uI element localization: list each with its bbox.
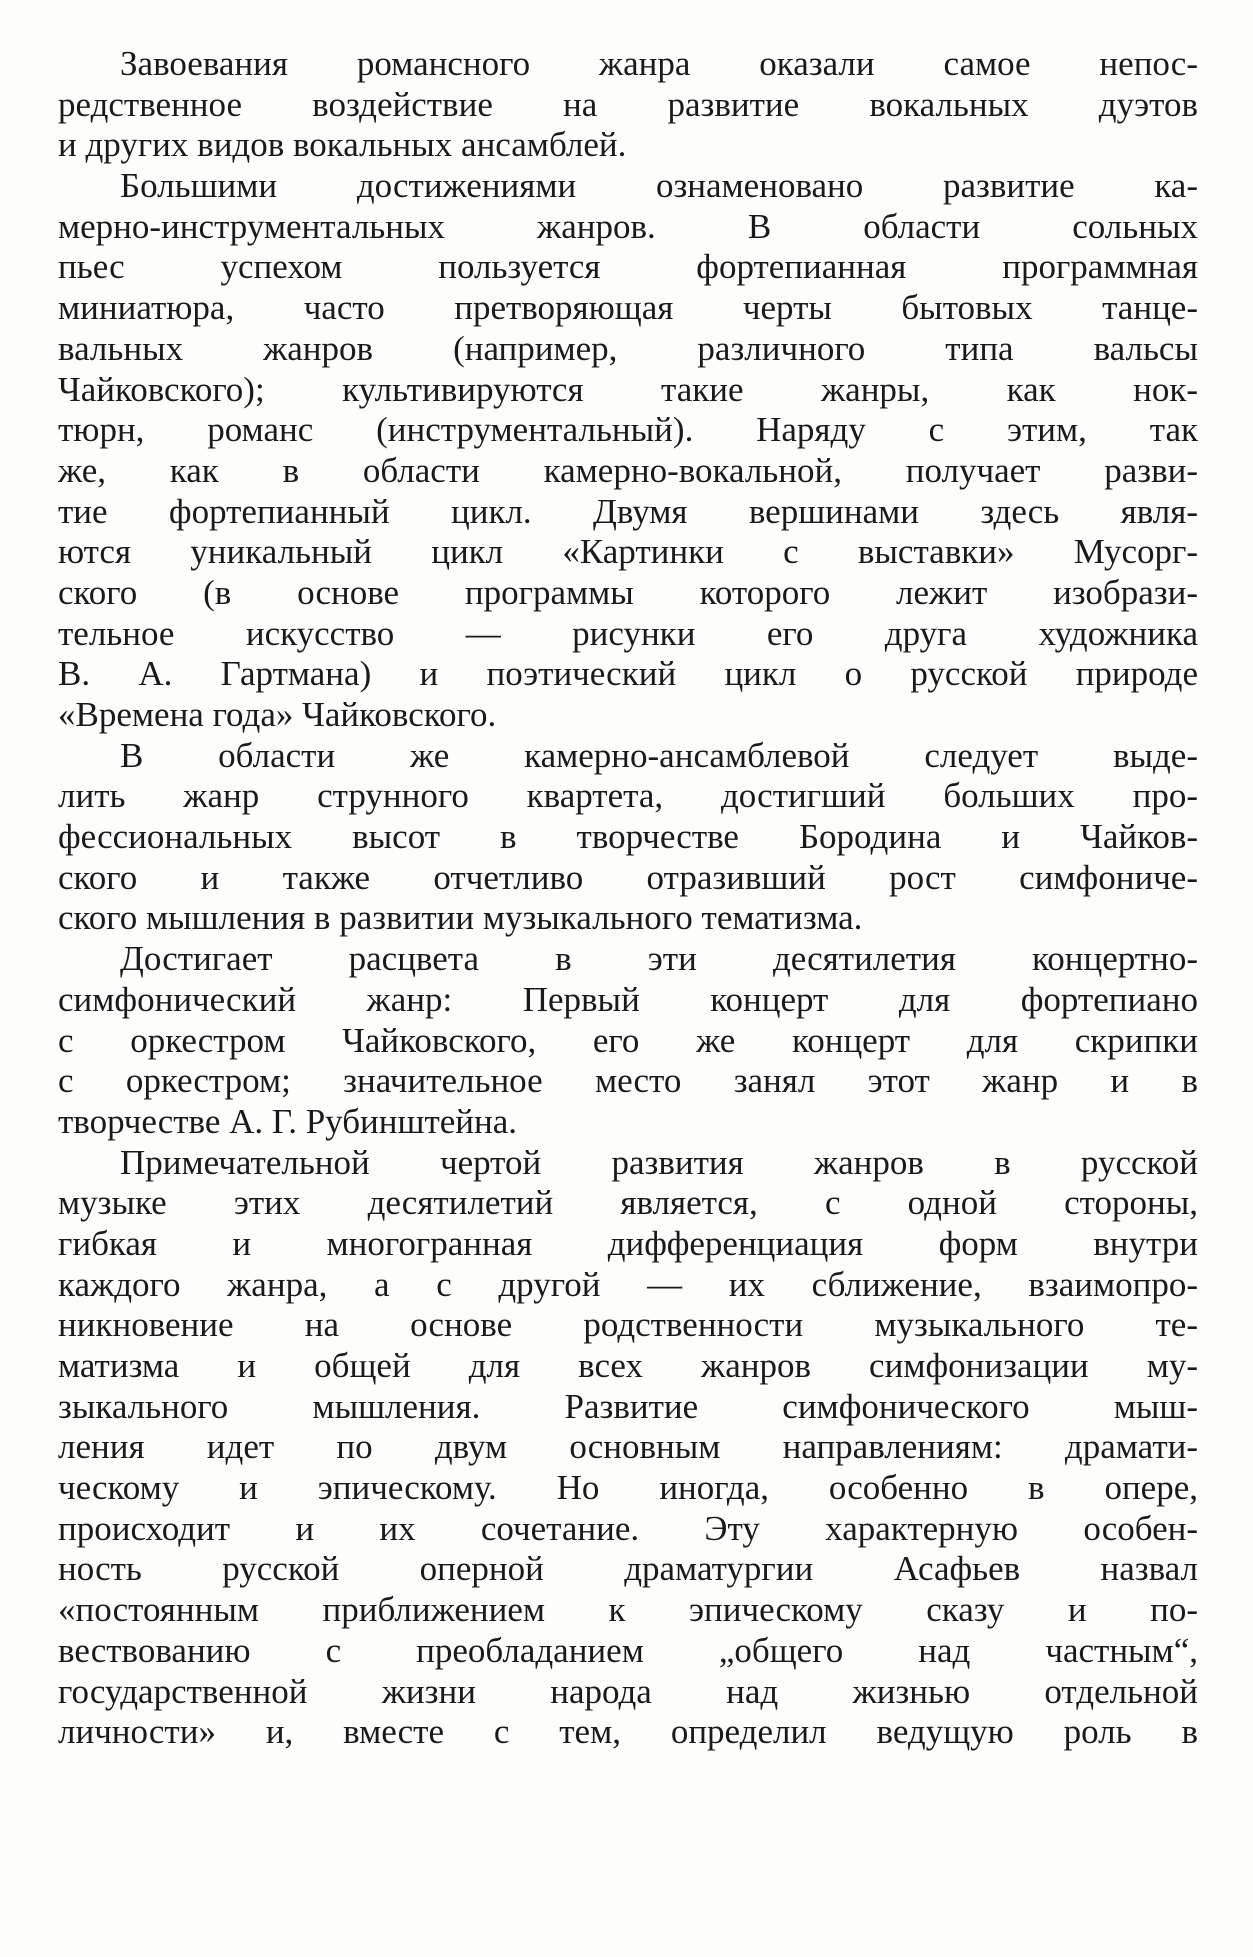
text-line: тюрн, романс (инструментальный). Наряду с этим, так: [58, 410, 1198, 450]
text-line: тельное искусство — рисунки его друга художника: [58, 613, 1198, 653]
text-line: гибкая и многогранная дифференциация форм внутри: [58, 1223, 1198, 1263]
body-text: [58, 44, 1198, 1753]
text-line: мерно-инструментальных жанров. В области сольных: [58, 206, 1198, 246]
text-line: Чайковского); культивируются такие жанры, как нок-: [58, 369, 1198, 409]
text-line: лить жанр струнного квартета, достигший больших про-: [58, 776, 1198, 816]
text-line: матизма и общей для всех жанров симфонизации му-: [58, 1346, 1198, 1385]
text-line: вальных жанров (например, различного типа вальсы: [58, 328, 1198, 368]
text-line: вествованию с преобладанием „общего над частным“,: [58, 1630, 1198, 1670]
text-line: же, как в области камерно-вокальной, получает разви-: [58, 450, 1198, 490]
text-line: государственной жизни народа над жизнью отдельной: [58, 1671, 1198, 1711]
text-line: Большими достижениями ознаменовано развитие ка-: [120, 166, 1198, 206]
text-line: зыкального мышления. Развитие симфонического мыш-: [58, 1386, 1198, 1426]
text-line: с оркестром Чайковского, его же концерт для скрипки: [58, 1020, 1198, 1060]
text-line: Примечательной чертой развития жанров в русской: [120, 1142, 1198, 1182]
text-line: Достигает расцвета в эти десятилетия концертно-: [120, 939, 1198, 979]
text-line: Завоевания романсного жанра оказали самое непос-: [120, 44, 1198, 83]
text-line: В. А. Гартмана) и поэтический цикл о русской природе: [58, 654, 1198, 694]
text-line: симфонический жанр: Первый концерт для фортепиано: [58, 979, 1198, 1019]
text-line: личности» и, вместе с тем, определил ведущую роль в: [58, 1712, 1198, 1752]
text-line: тие фортепианный цикл. Двумя вершинами здесь явля-: [58, 491, 1198, 531]
text-line: пьес успехом пользуется фортепианная программная: [58, 247, 1198, 287]
text-line: и других видов вокальных ансамблей.: [58, 125, 627, 165]
text-line: редственное воздействие на развитие вокальных дуэтов: [58, 84, 1198, 124]
text-line: творчестве А. Г. Рубинштейна.: [58, 1101, 518, 1141]
text-line: ского и также отчетливо отразивший рост симфониче-: [58, 857, 1198, 897]
text-line: В области же камерно-ансамблевой следует выде-: [120, 735, 1198, 775]
text-line: ются уникальный цикл «Картинки с выставки» Мусорг-: [58, 532, 1198, 572]
text-line: фессиональных высот в творчестве Бородина и Чайков-: [58, 817, 1198, 857]
text-line: ческому и эпическому. Но иногда, особенно в опере,: [58, 1468, 1198, 1508]
text-line: ского (в основе программы которого лежит изобрази-: [58, 572, 1198, 612]
text-line: «Времена года» Чайковского.: [58, 695, 497, 734]
text-line: никновение на основе родственности музыкального те-: [58, 1305, 1198, 1345]
text-line: «постоянным приближением к эпическому сказу и по-: [58, 1590, 1198, 1630]
text-line: миниатюра, часто претворяющая черты бытовых танце-: [58, 288, 1198, 328]
text-line: музыке этих десятилетий является, с одной стороны,: [58, 1183, 1198, 1223]
text-line: с оркестром; значительное место занял этот жанр и в: [58, 1061, 1198, 1101]
text-line: ность русской оперной драматургии Асафьев назвал: [58, 1549, 1198, 1589]
text-line: ления идет по двум основным направлениям: драмати-: [58, 1427, 1198, 1467]
text-line: ского мышления в развитии музыкального тематизма.: [58, 898, 863, 938]
text-line: каждого жанра, а с другой — их сближение, взаимопро-: [58, 1264, 1198, 1304]
text-line: происходит и их сочетание. Эту характерную особен-: [58, 1508, 1198, 1548]
